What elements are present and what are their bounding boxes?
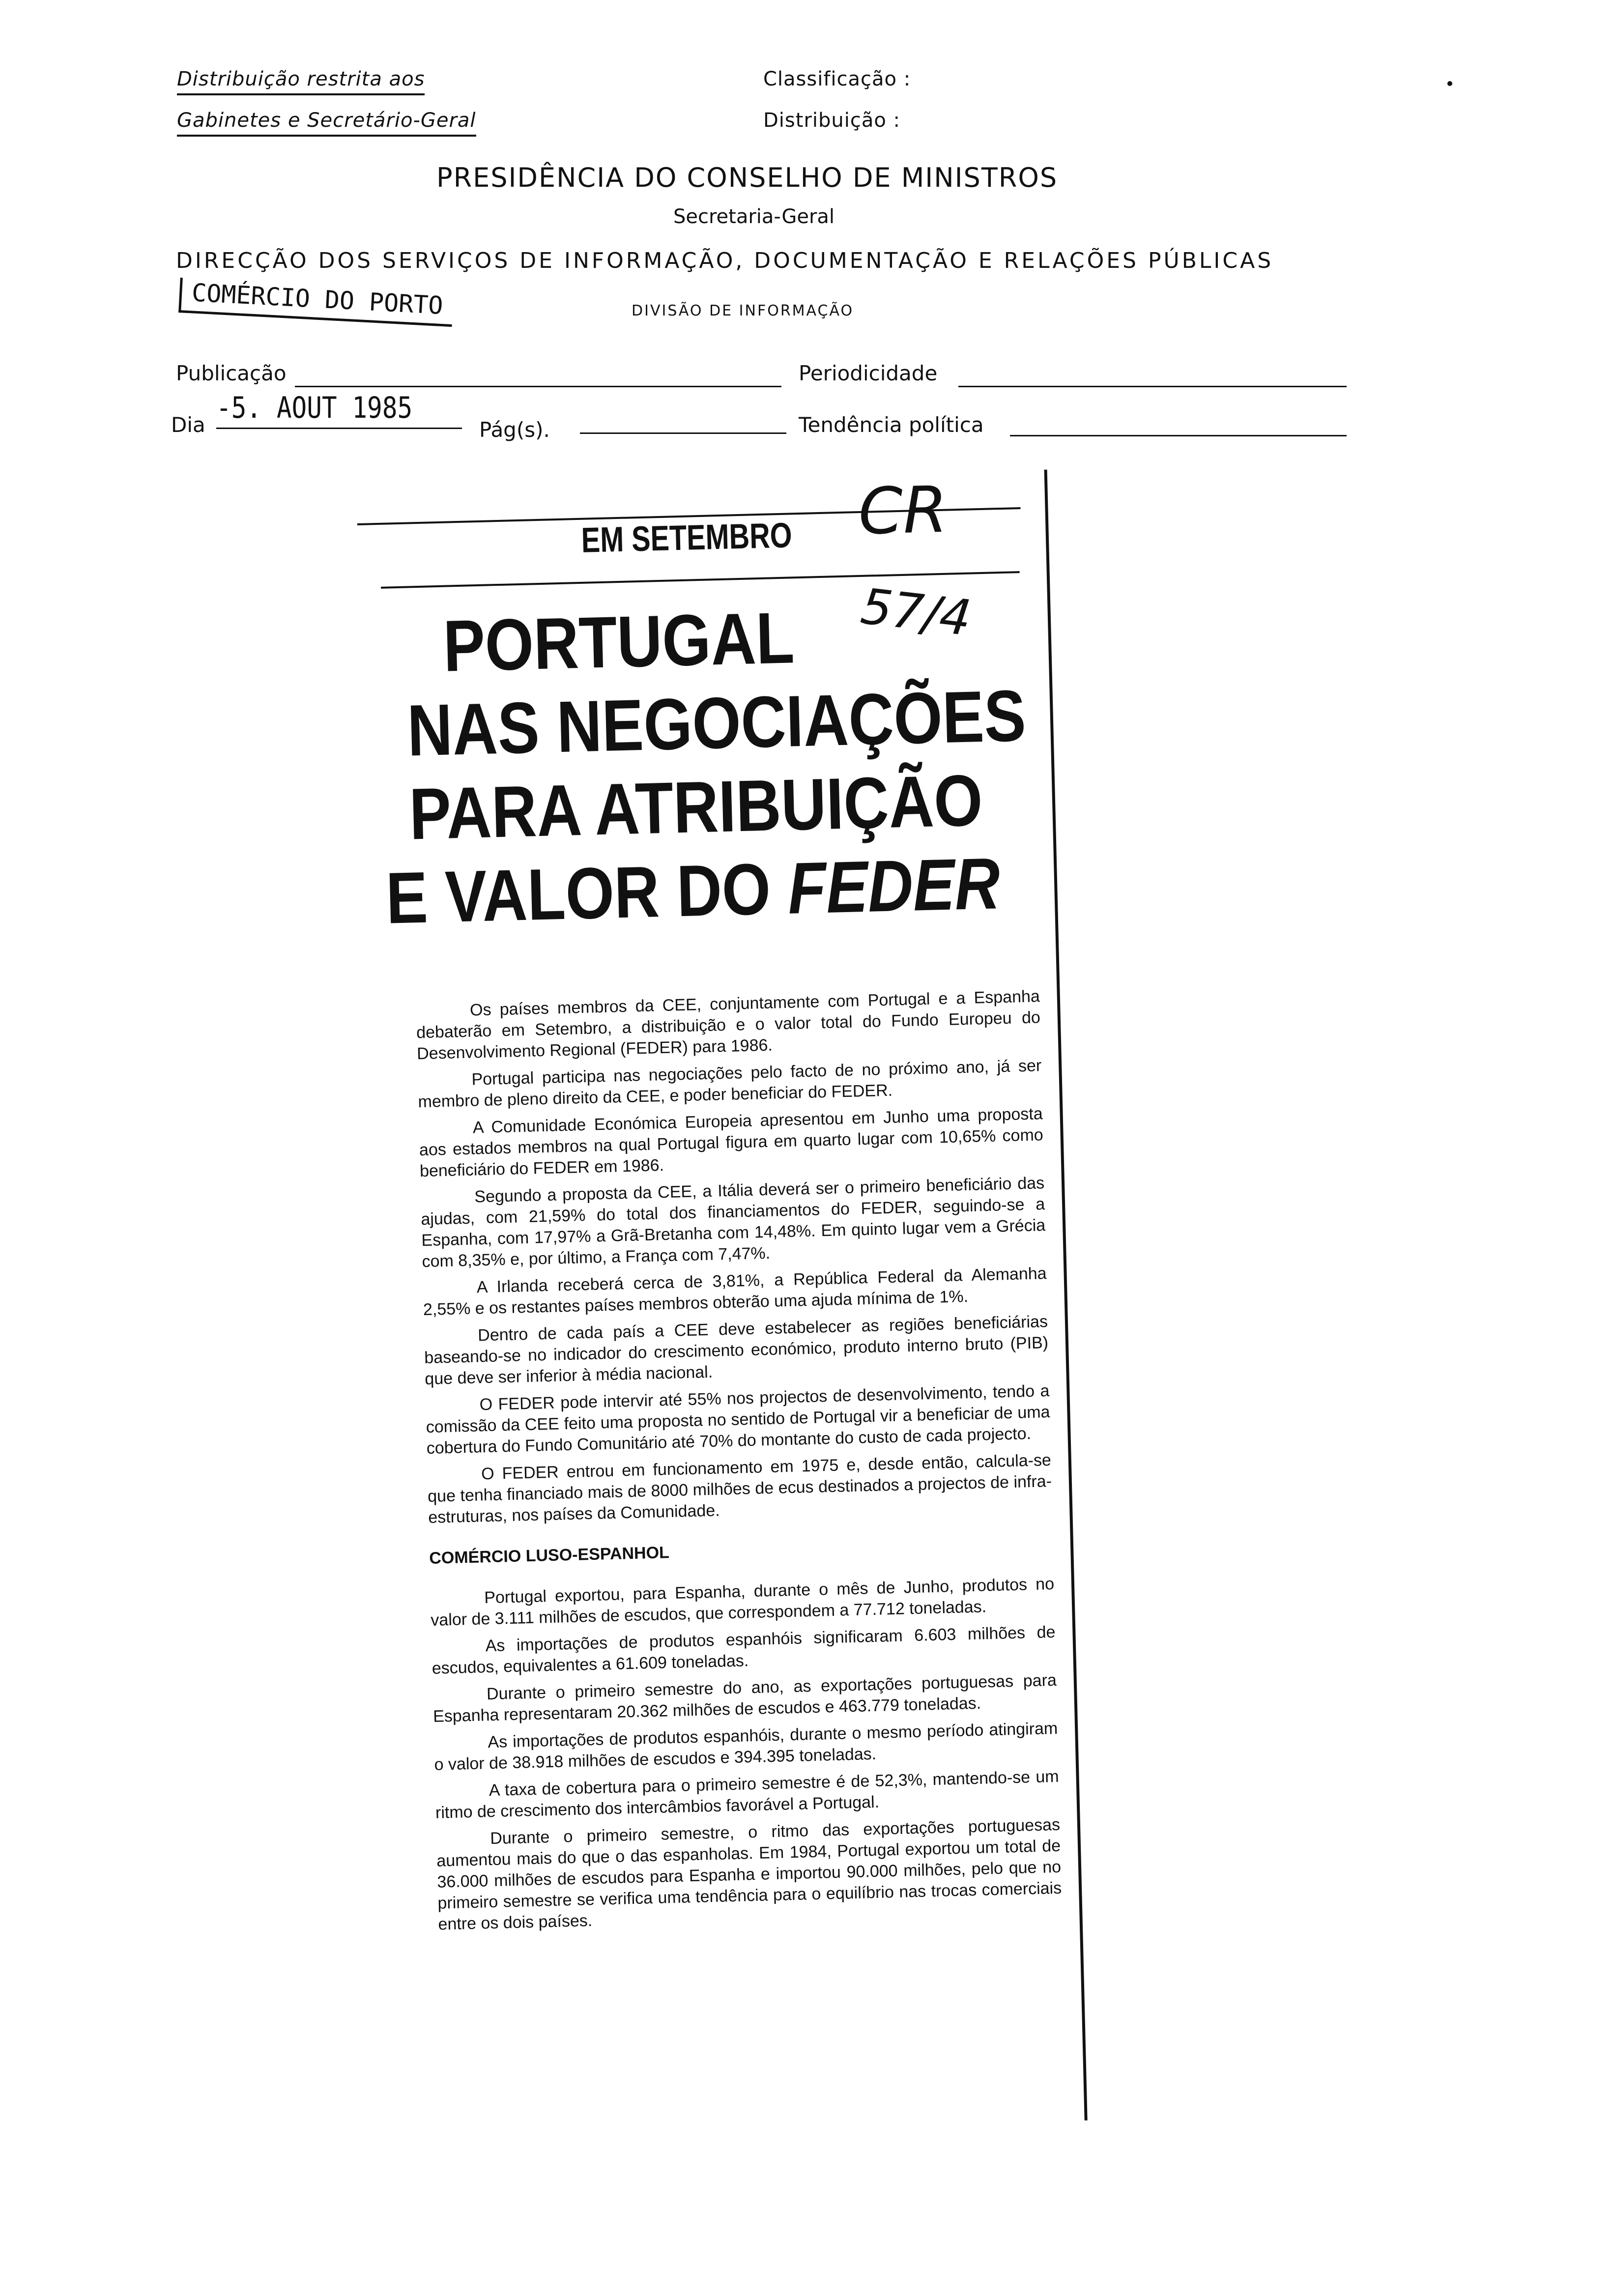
dia-line xyxy=(216,428,462,429)
pags-label: Pág(s). xyxy=(479,418,550,442)
presidencia-title: PRESIDÊNCIA DO CONSELHO DE MINISTROS xyxy=(436,162,1058,193)
paragraph: As importações de produtos espanhóis significaram 6.603 milhões de escudos, equivalentes a 61.609 toneladas. xyxy=(432,1622,1056,1678)
headline-line-4-plain: E VALOR DO xyxy=(385,848,789,939)
restricted-line-1: Distribuição restrita aos xyxy=(177,68,425,95)
article-kicker: EM SETEMBRO xyxy=(580,516,793,560)
newspaper-clipping xyxy=(356,469,1124,2137)
distribuicao-label: Distribuição : xyxy=(763,109,901,132)
handwritten-number: 57/4 xyxy=(858,577,975,647)
paragraph: A Comunidade Económica Europeia apresentou em Junho uma proposta aos estados membros na qual Portugal figura em quarto lugar com 10,65% como beneficiário do FEDER em 1986. xyxy=(419,1104,1044,1181)
paragraph: A taxa de cobertura para o primeiro semestre é de 52,3%, mantendo-se um ritmo de crescimento dos intercâmbios favorável a Portugal. xyxy=(435,1767,1060,1822)
article-subheading: COMÉRCIO LUSO-ESPANHOL xyxy=(429,1543,670,1568)
headline-line-2: NAS NEGOCIAÇÕES xyxy=(406,675,1027,772)
dia-label: Dia xyxy=(171,413,205,437)
paragraph: Os países membros da CEE, conjuntamente com Portugal e a Espanha debaterão em Setembro, a distribuição e o valor total do Fundo Europeu do Desenvolvimento Regional (FEDER) para 1986. xyxy=(416,987,1041,1063)
periodicidade-label: Periodicidade xyxy=(799,361,938,385)
headline-line-3: PARA ATRIBUIÇÃO xyxy=(408,760,984,855)
date-stamp: -5. AOUT 1985 xyxy=(216,391,413,425)
divisao-informacao: DIVISÃO DE INFORMAÇÃO xyxy=(632,302,854,319)
article-headline xyxy=(379,593,1027,941)
paragraph: As importações de produtos espanhóis, durante o mesmo período atingiram o valor de 38.918 milhões de escudos e 394.395 toneladas. xyxy=(434,1719,1058,1774)
restricted-line-2: Gabinetes e Secretário-Geral xyxy=(177,109,476,137)
secretaria-geral: Secretaria-Geral xyxy=(673,205,835,228)
paragraph: Dentro de cada país a CEE deve estabelecer as regiões beneficiárias baseando-se no indicador do crescimento económico, produto interno bruto (PIB) que deve ser inferior à média nacional. xyxy=(424,1312,1049,1389)
publicacao-line xyxy=(295,386,781,387)
periodicidade-line xyxy=(958,386,1347,387)
publicacao-label: Publicação xyxy=(176,361,287,385)
paragraph: O FEDER pode intervir até 55% nos projectos de desenvolvimento, tendo a comissão da CEE feito uma proposta no sentido de Portugal vir a beneficiar de uma cobertura do Fundo Comunitário até 70% do montante do custo de cada projecto. xyxy=(426,1381,1050,1458)
headline-feder: FEDER xyxy=(787,843,1001,929)
paragraph: Portugal participa nas negociações pelo facto de no próximo ano, já ser membro de pleno direito da CEE, e poder beneficiar do FEDER. xyxy=(418,1056,1042,1112)
paragraph: Segundo a proposta da CEE, a Itália deverá ser o primeiro beneficiário das ajudas, com 21,59% do total dos financiamentos do FEDER, seguindo-se a Espanha, com 17,97% a Grã-Bretanha com 14,48%. Em quinto lugar vem a Grécia com 8,35% e, por último, a França com 7,47%. xyxy=(421,1174,1046,1271)
paragraph: Durante o primeiro semestre, o ritmo das exportações portuguesas aumentou mais do que o das espanholas. Em 1984, Portugal exportou um total de 36.000 milhões de escudos para Espanha e importou 90.000 milhões, pelo que no primeiro semestre se verifica uma tendência para o equilíbrio nas trocas comerciais entre os dois países. xyxy=(436,1815,1062,1934)
paragraph: Portugal exportou, para Espanha, durante o mês de Junho, produtos no valor de 3.111 milhões de escudos, que correspondem a 77.712 toneladas. xyxy=(430,1574,1055,1630)
tendencia-label: Tendência política xyxy=(799,413,984,437)
headline-line-4 xyxy=(385,843,1001,940)
paragraph: A Irlanda receberá cerca de 3,81%, a República Federal da Alemanha 2,55% e os restantes países membros obterão uma ajuda mínima de 1%. xyxy=(423,1264,1047,1320)
handwritten-initials: CR xyxy=(857,472,949,549)
direccao-line: DIRECÇÃO DOS SERVIÇOS DE INFORMAÇÃO, DOCUMENTAÇÃO E RELAÇÕES PÚBLICAS xyxy=(176,248,1274,273)
classificacao-label: Classificação : xyxy=(763,68,911,90)
margin-dot xyxy=(1447,81,1452,86)
tendencia-line xyxy=(1010,435,1347,436)
article-body xyxy=(416,986,1063,1941)
newspaper-stamp: COMÉRCIO DO PORTO xyxy=(178,278,454,327)
headline-line-1: PORTUGAL xyxy=(442,597,795,687)
pags-line xyxy=(580,432,786,434)
paragraph: Durante o primeiro semestre do ano, as exportações portuguesas para Espanha representaram 20.362 milhões de escudos e 463.779 toneladas. xyxy=(432,1670,1057,1726)
paragraph: O FEDER entrou em funcionamento em 1975 e, desde então, calcula-se que tenha financiado mais de 8000 milhões de ecus destinados a projectos de infra-estruturas, nos países da Comunidade. xyxy=(427,1451,1052,1527)
